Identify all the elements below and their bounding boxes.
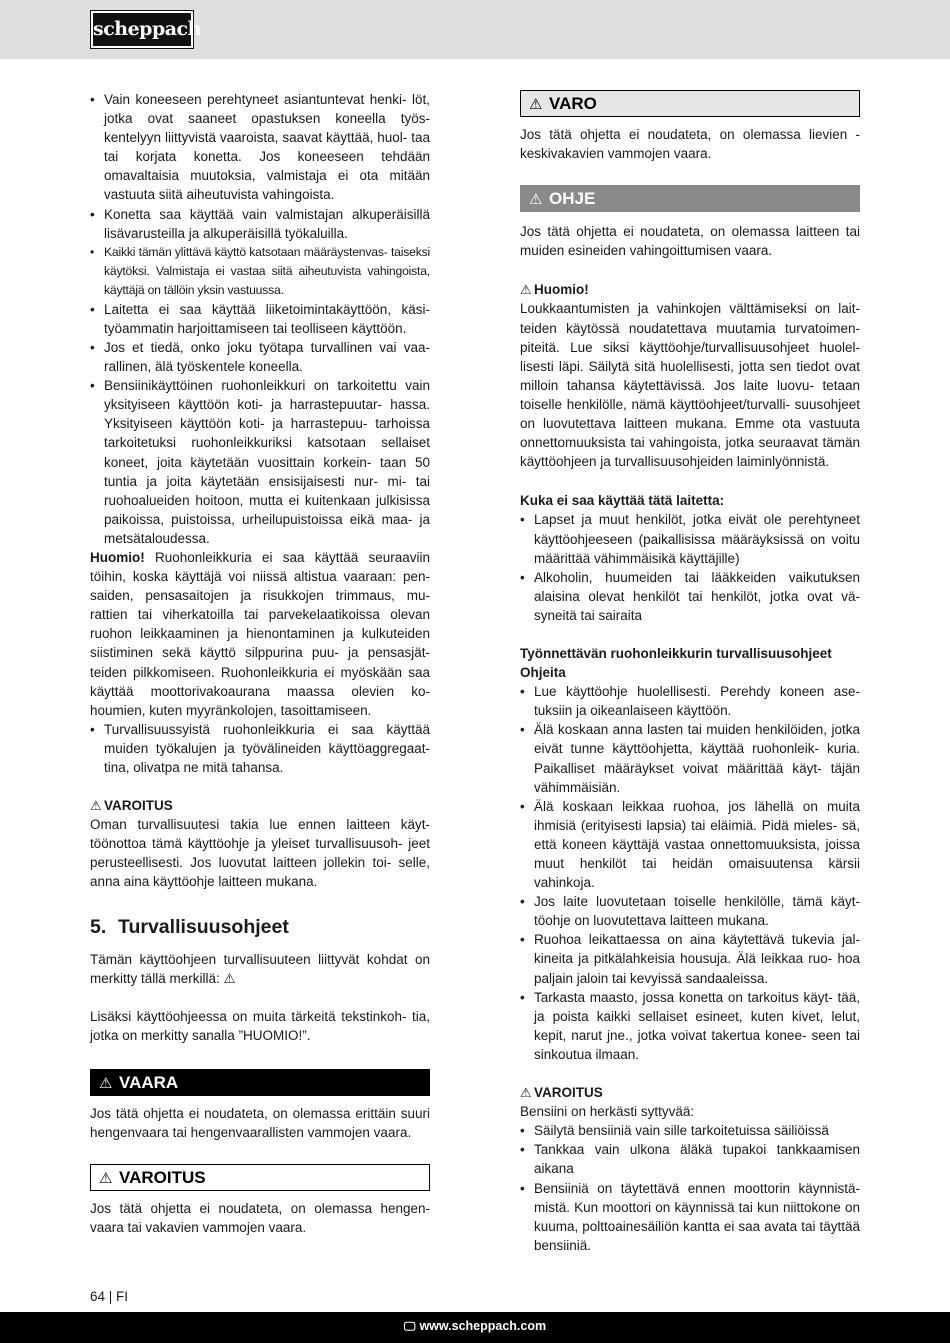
huomio-text: Loukkaantumisten ja vahinkojen välttämiseksi on lait- teiden käytössä noudatettava muutamia turvatoimen- piteitä. Lue siksi käyttöohje/turvallisuusohjeet huolel- lisesti läpi. Säilytä sitä huolellisesti, jotta sen tiedot ovat milloin tahansa käytettävissä. Jos laite luovu- tetaan toiselle henkilölle, nämä käyttöohjeet/turvalli- suusohjeet on luovutettava laitteen mukana. Emme ota vastuuta onnettomuuksista tai vahingoista, jotka seuraavat tämän käyttöohjeen ja turvallisuusohjeiden laiminlyönnistä. (520, 301, 860, 470)
symbol-explanation: Tämän käyttöohjeen turvallisuuteen liittyvät kohdat on merkitty tällä merkillä: ⚠ (90, 951, 430, 986)
ohje-box: ⚠ OHJE (520, 185, 860, 212)
warning-triangle-icon: ⚠ (529, 191, 543, 209)
monitor-icon: 🖵 (403, 1319, 416, 1333)
list-item: • Alkoholin, huumeiden tai lääkkeiden vaikutuksen alaisina olevat henkilöt tai henkilöt, jotka ovat vä- syneitä tai sairaita (520, 568, 860, 625)
warning-triangle-icon: ⚠ (520, 282, 532, 298)
huomio-label: Huomio! (90, 549, 145, 565)
huomio-heading: ⚠ Huomio! (520, 280, 860, 299)
push-bullet-list (520, 682, 860, 1064)
list-item: • Älä koskaan leikkaa ruohoa, jos lähellä on muita ihmisiä (erityisesti lapsia) tai eläimiä. Pidä mieles- sä, että koneen käyttäjä vastaa onnettomuuksista, joissa muut henkilöt tai heidän omaisuutensa kärsii vahinkoja. (520, 797, 860, 892)
page-header (0, 0, 950, 59)
notice-explanation: Lisäksi käyttöohjeessa on muita tärkeitä tekstinkoh- tia, jotka on merkitty sanalla ”HUOMIO!”. (90, 1008, 430, 1043)
list-item: • Konetta saa käyttää vain valmistajan alkuperäisillä lisävarusteilla ja alkuperäisillä työkaluilla. (90, 205, 430, 243)
list-item: • Ruohoa leikattaessa on aina käytettävä tukevia jal- kineita ja pitkälahkeisia housuja. Älä leikkaa ruo- hoa paljain jaloin tai kevyissä sandaaleissa. (520, 930, 860, 987)
fuel-intro: Bensiini on herkästi syttyvää: (520, 1104, 695, 1120)
huomio-paragraph (90, 548, 430, 720)
list-item: • Vain koneeseen perehtyneet asiantuntevat henki- löt, jotka ovat saaneet opastuksen koneella työs- kentelyyn liittyvistä vaaroista, saavat käyttää, huol- taa tai korjata konetta. Jos koneeseen tehdään omavaltaisia muutoksia, valmistaja ei ota mitään vastuuta siitä aiheutuvista vahingoista. (90, 90, 430, 205)
section-number: 5. (90, 915, 107, 938)
tools-bullet-list (90, 720, 430, 777)
list-item: • Bensiiniä on täytettävä ennen moottorin käynnistä- mistä. Kun moottori on käynnissä tai kun niittokone on kuuma, polttoainesäiliön kantta ei saa avata tai täyttää bensiiniä. (520, 1179, 860, 1255)
list-item: • Lue käyttöohje huolellisesti. Perehdy koneen ase- tuksiin ja oikeanlaiseen käyttöön. (520, 682, 860, 720)
fuel-bullet-list (520, 1121, 860, 1255)
section-heading (90, 908, 430, 950)
list-item: • Turvallisuussyistä ruohonleikkuria ei saa käyttää muiden työkalujen ja työvälineiden käyttöaggregaat- tina, olivatpa ne mitä tahansa. (90, 720, 430, 777)
ohje-text: Jos tätä ohjetta ei noudateta, on olemassa laitteen tai muiden esineiden vahingoittumisen vaara. (520, 224, 860, 259)
right-column (520, 90, 860, 1255)
list-item: • Tankkaa vain ulkona äläkä tupakoi tankkaamisen aikana (520, 1140, 860, 1178)
vaara-box: ⚠ VAARA (90, 1069, 430, 1096)
warning-triangle-icon: ⚠ (99, 1170, 113, 1188)
warning-triangle-icon: ⚠ (520, 1085, 532, 1101)
varoitus-text: Oman turvallisuutesi takia lue ennen laitteen käyt- töönottoa tämä käyttöohje ja yleiset turvallisuusoh- jeet perusteellisesti. Jos luovutat laitteen jollekin toi- selle, anna aina käyttöohje laitteen mukana. (90, 817, 430, 890)
website-link[interactable]: www.scheppach.com (419, 1319, 547, 1333)
who-heading: Kuka ei saa käyttää tätä laitetta: (520, 493, 725, 509)
list-item: • Lapset ja muut henkilöt, jotka eivät ole perehtyneet käyttöohjeeseen (paikallisissa määräyksissä on voitu määrittää vähimmäisikä käyttäjille) (520, 510, 860, 567)
page-number: 64 | FI (90, 1289, 129, 1304)
vaara-text: Jos tätä ohjetta ei noudateta, on olemassa erittäin suuri hengenvaara tai hengenvaarallisten vammojen vaara. (90, 1105, 430, 1141)
huomio-text: Ruohonleikkuria ei saa käyttää seuraaviin töihin, koska käyttäjä voi niissä altistua vaaraan: pen- saiden, pensasaitojen ja risukkojen trimmaus, mu- rattien tai viherkatoilla tai parvekelaatikoissa olevan ruohon leikkaaminen ja hienontaminen ja kulkuteiden siistiminen sekä käyttö silppurina puu- ja pensasjät- teiden pilkkomiseen. Ruohonleikkuria ei myöskään saa käyttää moottorivakoaurana maassa olevien ko- houmien, kuten myyränkolojen, tasoittamiseen. (90, 549, 430, 718)
varoitus-box-text: Jos tätä ohjetta ei noudateta, on olemassa hengen- vaara tai vakavien vammojen vaara. (90, 1201, 430, 1236)
list-item: • Kaikki tämän ylittävä käyttö katsotaan määräystenvas- taiseksi käytöksi. Valmistaja ei vastaa siitä aiheutuvista vahingoista, käyttäjä on tällöin yksin vastuussa. (90, 243, 430, 300)
section-title: Turvallisuusohjeet (118, 915, 289, 938)
list-item: • Älä koskaan anna lasten tai muiden henkilöiden, jotka eivät tunne käyttöohjetta, käyttää ruohonleik- kuria. Paikalliset määräykset voivat määrittää käyt- täjän vähimmäisiän. (520, 720, 860, 796)
list-item: • Jos et tiedä, onko joku työtapa turvallinen vai vaa- rallinen, älä työskentele koneella. (90, 338, 430, 376)
varoitus-heading: ⚠ VAROITUS (90, 796, 430, 815)
warning-triangle-icon: ⚠ (99, 1074, 113, 1092)
warning-triangle-icon: ⚠ (529, 96, 543, 113)
push-subheading: Ohjeita (520, 665, 566, 681)
who-bullet-list (520, 510, 860, 625)
list-item: • Laitetta ei saa käyttää liiketoimintakäyttöön, käsi- työammatin harjoittamiseen tai teolliseen käyttöön. (90, 300, 430, 338)
push-heading: Työnnettävän ruohonleikkurin turvallisuusohjeet (520, 645, 832, 661)
page-footer (0, 1312, 950, 1343)
list-item: • Jos laite luovutetaan toiselle henkilölle, tämä käyt- töohje on luovutettava laitteen mukana. (520, 892, 860, 930)
intro-bullet-list (90, 90, 430, 548)
list-item: • Tarkasta maasto, jossa konetta on tarkoitus käyt- tää, ja poista kaikki sellaiset esineet, kuten kivet, lelut, kepit, narut jne., jotka voivat takertua konee- seen tai sinkoutua ilmaan. (520, 988, 860, 1064)
list-item: • Bensiinikäyttöinen ruohonleikkuri on tarkoitettu vain yksityiseen käyttöön koti- ja harrastepuutar- hassa. Yksityiseen käyttöön koti- ja harrastepuu- tarhoissa tarkoitetuksi ruohonleikkuriksi katsotaan sellaiset koneet, joita käytetään vuosittain korkein- taan 50 tuntia ja joita käytetään ensisijaisesti nur- mi- tai ruohoalueiden hoitoon, mutta ei kuitenkaan julkisissa paikoissa, puistoissa, urheilupuistoissa eikä maa- ja metsätaloudessa. (90, 376, 430, 548)
varo-box: ⚠ VARO (520, 90, 860, 117)
varo-text: Jos tätä ohjetta ei noudateta, on olemassa lievien - keskivakavien vammojen vaara. (520, 127, 860, 162)
list-item: • Säilytä bensiiniä vain sille tarkoitetuissa säiliöissä (520, 1121, 860, 1140)
scheppach-logo: scheppach (91, 11, 193, 48)
fuel-warning-heading: ⚠ VAROITUS (520, 1083, 860, 1102)
left-column (90, 90, 430, 1237)
warning-triangle-icon: ⚠ (90, 798, 102, 814)
varoitus-box: ⚠ VAROITUS (90, 1164, 430, 1191)
